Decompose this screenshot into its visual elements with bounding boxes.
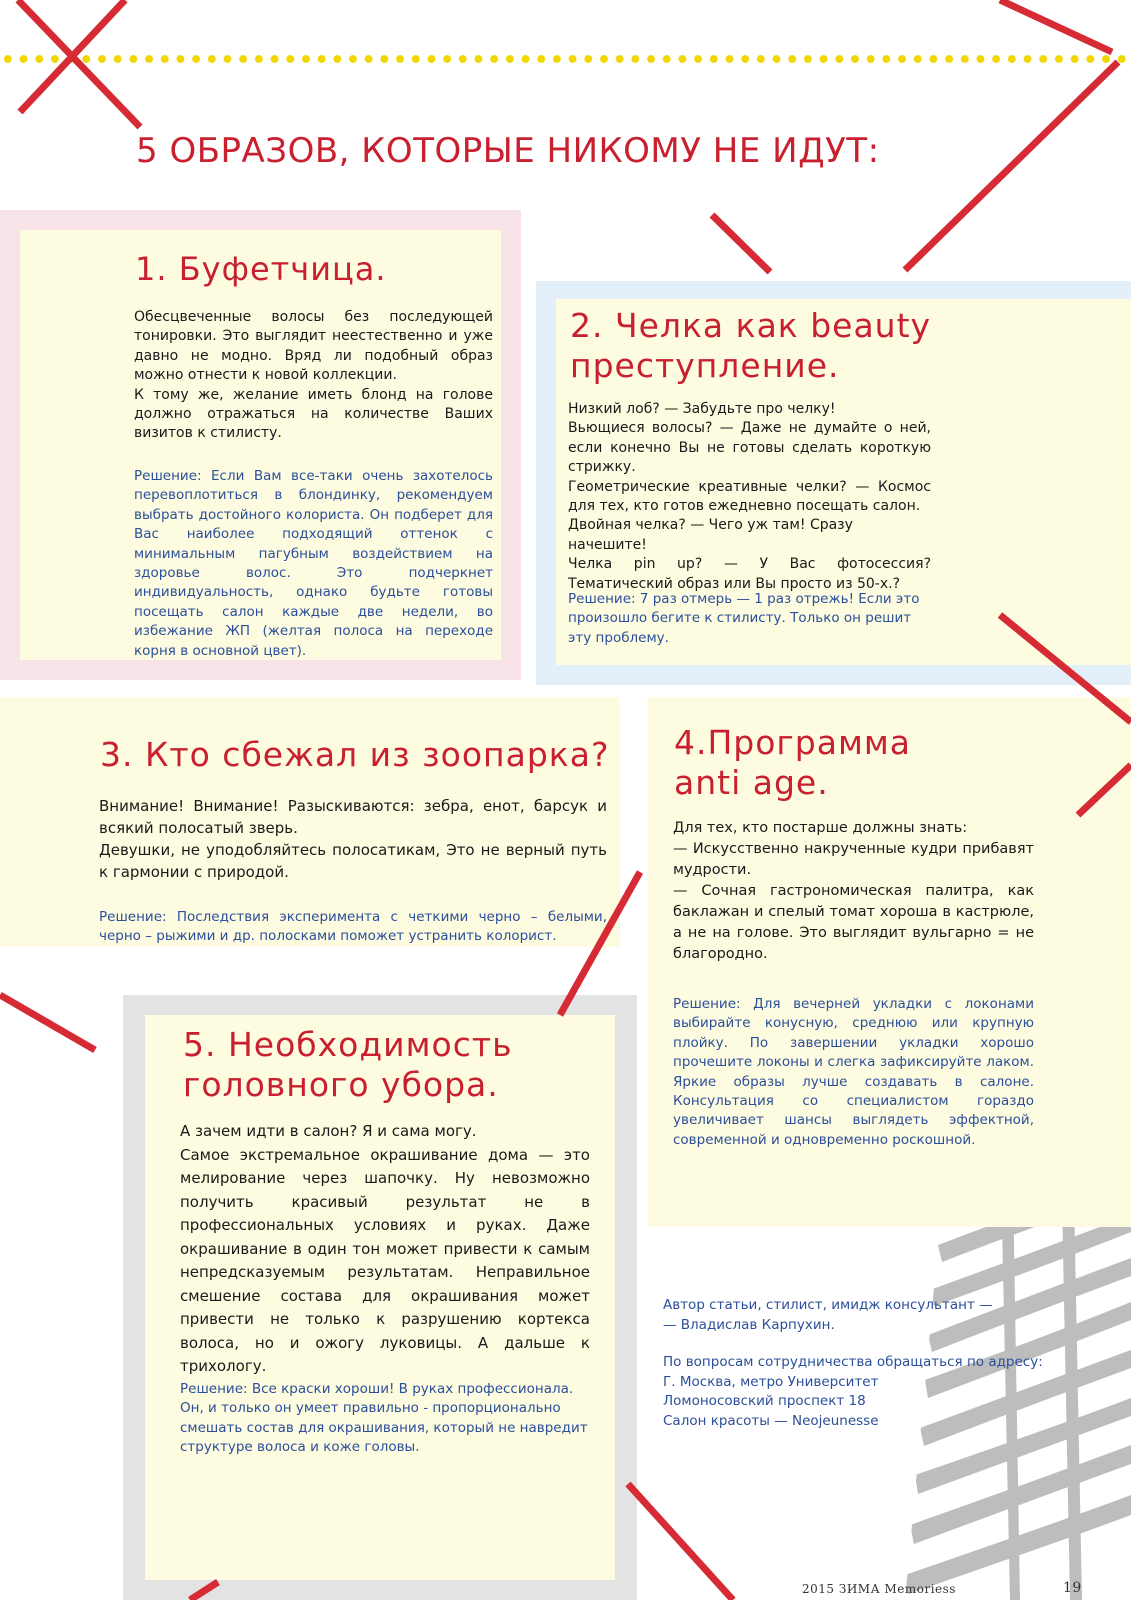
contact-line: Ломоносовский проспект 18 — [663, 1393, 866, 1410]
author-line: Автор статьи, стилист, имидж консультант — — [663, 1297, 993, 1313]
red-line — [712, 215, 770, 272]
section-3-solution-text: Решение: Последствия эксперимента с четкими черно – белыми, черно – рыжими и др. полосками поможет устранить колорист. — [99, 909, 607, 945]
section-3-paragraph: Девушки, не уподобляйтесь полосатикам, Это не верный путь к гармонии с природой. — [99, 841, 607, 881]
section-1-heading: 1. Буфетчица. — [135, 250, 387, 288]
contact-line: Салон красоты — Neojeunesse — [663, 1412, 879, 1429]
red-line — [905, 62, 1118, 270]
contact-line: По вопросам сотрудничества обращаться по адресу: — [663, 1354, 1043, 1371]
section-2-paragraph: Геометрические креативные челки? — Космос для тех, кто готов ежедневно посещать салон. — [568, 478, 931, 515]
red-line — [628, 1484, 733, 1600]
section-2-heading-line2: преступление. — [570, 346, 840, 385]
section-2-paragraph: Двойная челка? — Чего уж там! Сразу начешите! — [568, 517, 853, 553]
red-line — [1000, 0, 1112, 52]
red-line — [1078, 765, 1131, 815]
section-2-heading-line1: 2. Челка как beauty — [570, 306, 932, 345]
section-4-heading-line1: 4.Программа — [674, 723, 911, 762]
section-3-heading: 3. Кто сбежал из зоопарка? — [100, 735, 610, 774]
contact-line: Г. Москва, метро Университет — [663, 1373, 879, 1390]
section-3-paragraph: Внимание! Внимание! Разыскиваются: зебра, енот, барсук и всякий полосатый зверь. — [99, 797, 607, 837]
red-line — [0, 995, 95, 1050]
red-line — [18, 0, 140, 127]
section-1-paragraph: Обесцвеченные волосы без последующей тонировки. Это выглядит неестественно и уже давно не модно. Вряд ли подобный образ можно отнести к новой коллекции. — [134, 309, 493, 384]
page-number: 19 — [1063, 1580, 1082, 1596]
section-4-paragraph: Для тех, кто постарше должны знать: — [673, 820, 968, 836]
section-5-paragraph: А зачем идти в салон? Я и сама могу. — [180, 1122, 477, 1140]
section-5-heading-line2: головного убора. — [183, 1065, 499, 1104]
section-1-paragraph: К тому же, желание иметь блонд на голове должно отражаться на количестве Ваших визитов к стилисту. — [134, 386, 493, 442]
section-2-solution-text: Решение: 7 раз отмерь — 1 раз отрежь! Если это произошло бегите к стилисту. Только он решит эту проблему. — [568, 591, 920, 646]
red-line — [1000, 615, 1131, 722]
author-name: — Владислав Карпухин. — [663, 1316, 835, 1333]
section-2-paragraph: Вьющиеся волосы? — Даже не думайте о ней, если конечно Вы не готовы сделать короткую стрижку. — [568, 420, 931, 476]
section-4-paragraph: — Сочная гастрономическая палитра, как баклажан и спелый томат хороша в кастрюле, а не на голове. Это выглядит вульгарно = не благородно. — [673, 883, 1034, 962]
section-1-solution-text: Решение: Если Вам все-таки очень захотелось перевоплотиться в блондинку, рекомендуем выбрать достойного колориста. Он подберет для Вас наиболее подходящий оттенок с минимальным пагубным воздействием на здоровье волос. Это подчеркнет индивидуальность, однако будьте готовы посещать салон каждые две недели, во избежание ЖП (желтая полоса на переходе корня в основной цвет). — [134, 468, 493, 659]
footer-issue: 2015 ЗИМА Memoriess — [802, 1582, 956, 1596]
section-4-solution-text: Решение: Для вечерней укладки с локонами выбирайте конусную, среднюю или крупную плойку. По завершении укладки хорошо прочешите локоны и слегка зафиксируйте лаком. Яркие образы лучше создавать в салоне. Консультация со специалистом гораздо увеличивает шансы выглядеть эффектной, современной и одновременно роскошной. — [673, 996, 1034, 1148]
red-line — [190, 1582, 218, 1600]
page-title: 5 ОБРАЗОВ, КОТОРЫЕ НИКОМУ НЕ ИДУТ: — [136, 131, 880, 171]
section-5-paragraph: Самое экстремальное окрашивание дома — это мелирование через шапочку. Ну невозможно получить красивый результат не в профессиональных условиях и руках. Даже окрашивание в один тон может привести к самым непредсказуемым результатам. Неправильное смешение состава для окрашивания может привести не только к разрушению кортекса волоса, но и ожогу луковицы. А дальше к трихологу. — [180, 1145, 590, 1375]
section-5-heading-line1: 5. Необходимость — [183, 1025, 513, 1064]
section-2-paragraph: Низкий лоб? — Забудьте про челку! — [568, 401, 836, 417]
section-4-heading-line2: anti age. — [674, 763, 829, 802]
red-line — [560, 872, 640, 1015]
section-2-paragraph: Челка pin up? — У Вас фотосессия? Тематический образ или Вы просто из 50-х.? — [568, 556, 931, 592]
section-5-solution-text: Решение: Все краски хороши! В руках профессионала. Он, и только он умеет правильно - пропорционально смешать состав для окрашивания, который не навредит структуре волоса и коже головы. — [180, 1381, 588, 1456]
section-4-paragraph: — Искусственно накрученные кудри прибавят мудрости. — [673, 841, 1034, 878]
